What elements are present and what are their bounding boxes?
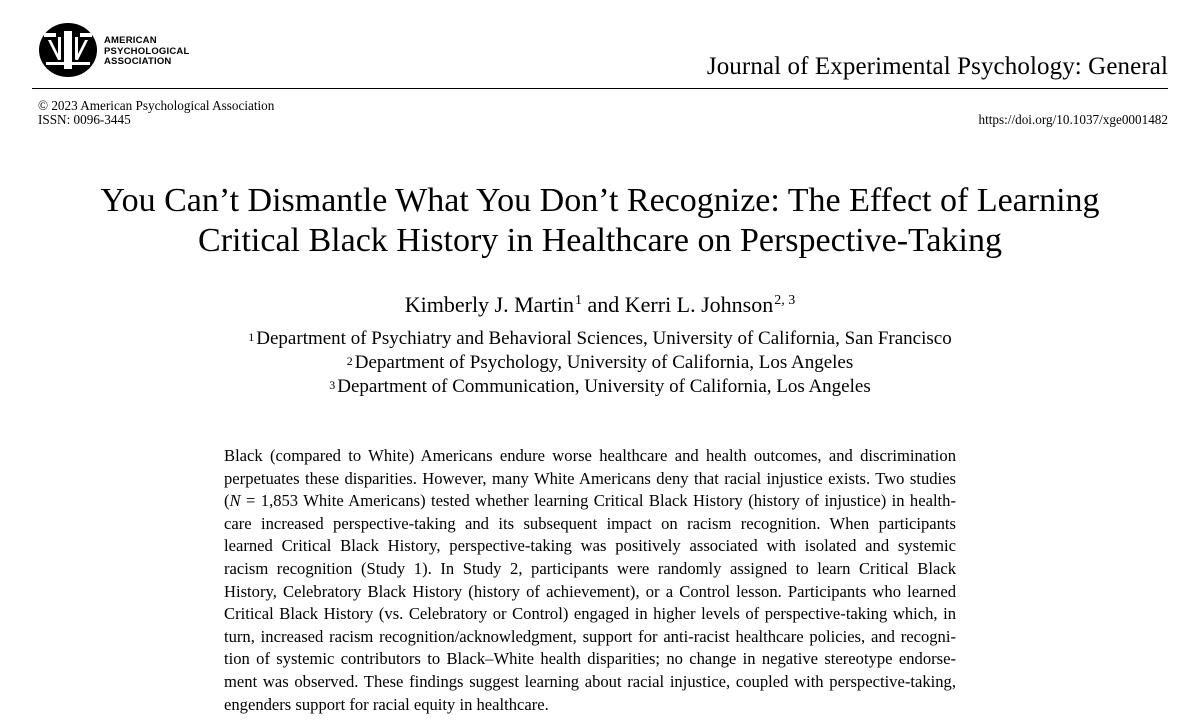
affiliation-item <box>0 351 1200 375</box>
header-rule <box>32 88 1168 89</box>
abstract-line: engenders support for racial equity in healthcare. <box>224 694 549 714</box>
abstract-line: ment was observed. These findings suggest learning about racial injustice, coupled with perspective-taking, <box>224 671 956 691</box>
author-name: Kerri L. Johnson <box>624 292 774 317</box>
sample-size-symbol: N <box>229 491 241 511</box>
affiliation-text: Department of Communication, University of California, Los Angeles <box>337 376 871 397</box>
publisher-name <box>104 36 189 68</box>
affiliation-item <box>0 327 1200 351</box>
affiliation-item <box>0 375 1200 399</box>
author-list <box>0 292 1200 318</box>
abstract-line: learned Critical Black History, perspective-taking was positively associated with isolated and systemic <box>224 536 956 556</box>
abstract-line: Critical Black History (vs. Celebratory or Control) engaged in higher levels of perspective-taking which, in <box>224 604 956 624</box>
abstract-line: racism recognition (Study 1). In Study 2, participants were randomly assigned to learn Critical Black <box>224 558 956 578</box>
title-line: Critical Black History in Healthcare on Perspective-Taking <box>198 222 1002 259</box>
abstract <box>224 445 956 716</box>
affiliation-list <box>0 327 1200 399</box>
author-affiliation-marker: 1 <box>575 293 582 308</box>
author-affiliation-marker: 2, 3 <box>774 293 796 308</box>
publisher-name-line: ASSOCIATION <box>104 56 172 67</box>
affiliation-marker: 3 <box>329 378 336 392</box>
publisher-name-line: PSYCHOLOGICAL <box>104 45 190 57</box>
affiliation-text: Department of Psychiatry and Behavioral Sciences, University of California, San Francisco <box>256 328 952 349</box>
author-name: Kimberly J. Martin <box>404 292 574 317</box>
journal-name: Journal of Experimental Psychology: General <box>706 53 1168 80</box>
affiliation-marker: 2 <box>346 354 353 368</box>
doi-link[interactable]: https://doi.org/10.1037/xge0001482 <box>978 112 1168 127</box>
copyright-line: © 2023 American Psychological Association <box>38 98 275 113</box>
abstract-line: tion of systemic contributors to Black–White health disparities; no change in negative stereotype endorse- <box>224 649 956 669</box>
abstract-line: turn, increased racism recognition/acknowledgment, support for anti-racist healthcare policies, and recogni- <box>224 626 956 646</box>
abstract-line: perpetuates these disparities. However, many White Americans deny that racial injustice exists. Two studies <box>224 468 956 488</box>
apa-logo <box>38 22 208 78</box>
abstract-line: (N = 1,853 White Americans) tested whether learning Critical Black History (history of injustice) in health- <box>224 491 956 511</box>
publisher-name-line: AMERICAN <box>104 35 157 46</box>
article-title <box>0 181 1200 261</box>
abstract-line: History, Celebratory Black History (history of achievement), or a Control lesson. Participants who learned <box>224 581 956 601</box>
affiliation-marker: 1 <box>248 330 255 344</box>
issn-line: ISSN: 0096-3445 <box>38 112 131 127</box>
title-line: You Can’t Dismantle What You Don’t Recognize: The Effect of Learning <box>100 182 1100 219</box>
copyright-block <box>38 99 274 127</box>
apa-logo-icon <box>38 22 98 78</box>
author-separator: and <box>582 292 625 317</box>
abstract-line: care increased perspective-taking and its subsequent impact on racism recognition. When participants <box>224 513 956 533</box>
affiliation-text: Department of Psychology, University of California, Los Angeles <box>354 352 854 373</box>
abstract-line: Black (compared to White) Americans endure worse healthcare and health outcomes, and discrimination <box>224 446 956 465</box>
